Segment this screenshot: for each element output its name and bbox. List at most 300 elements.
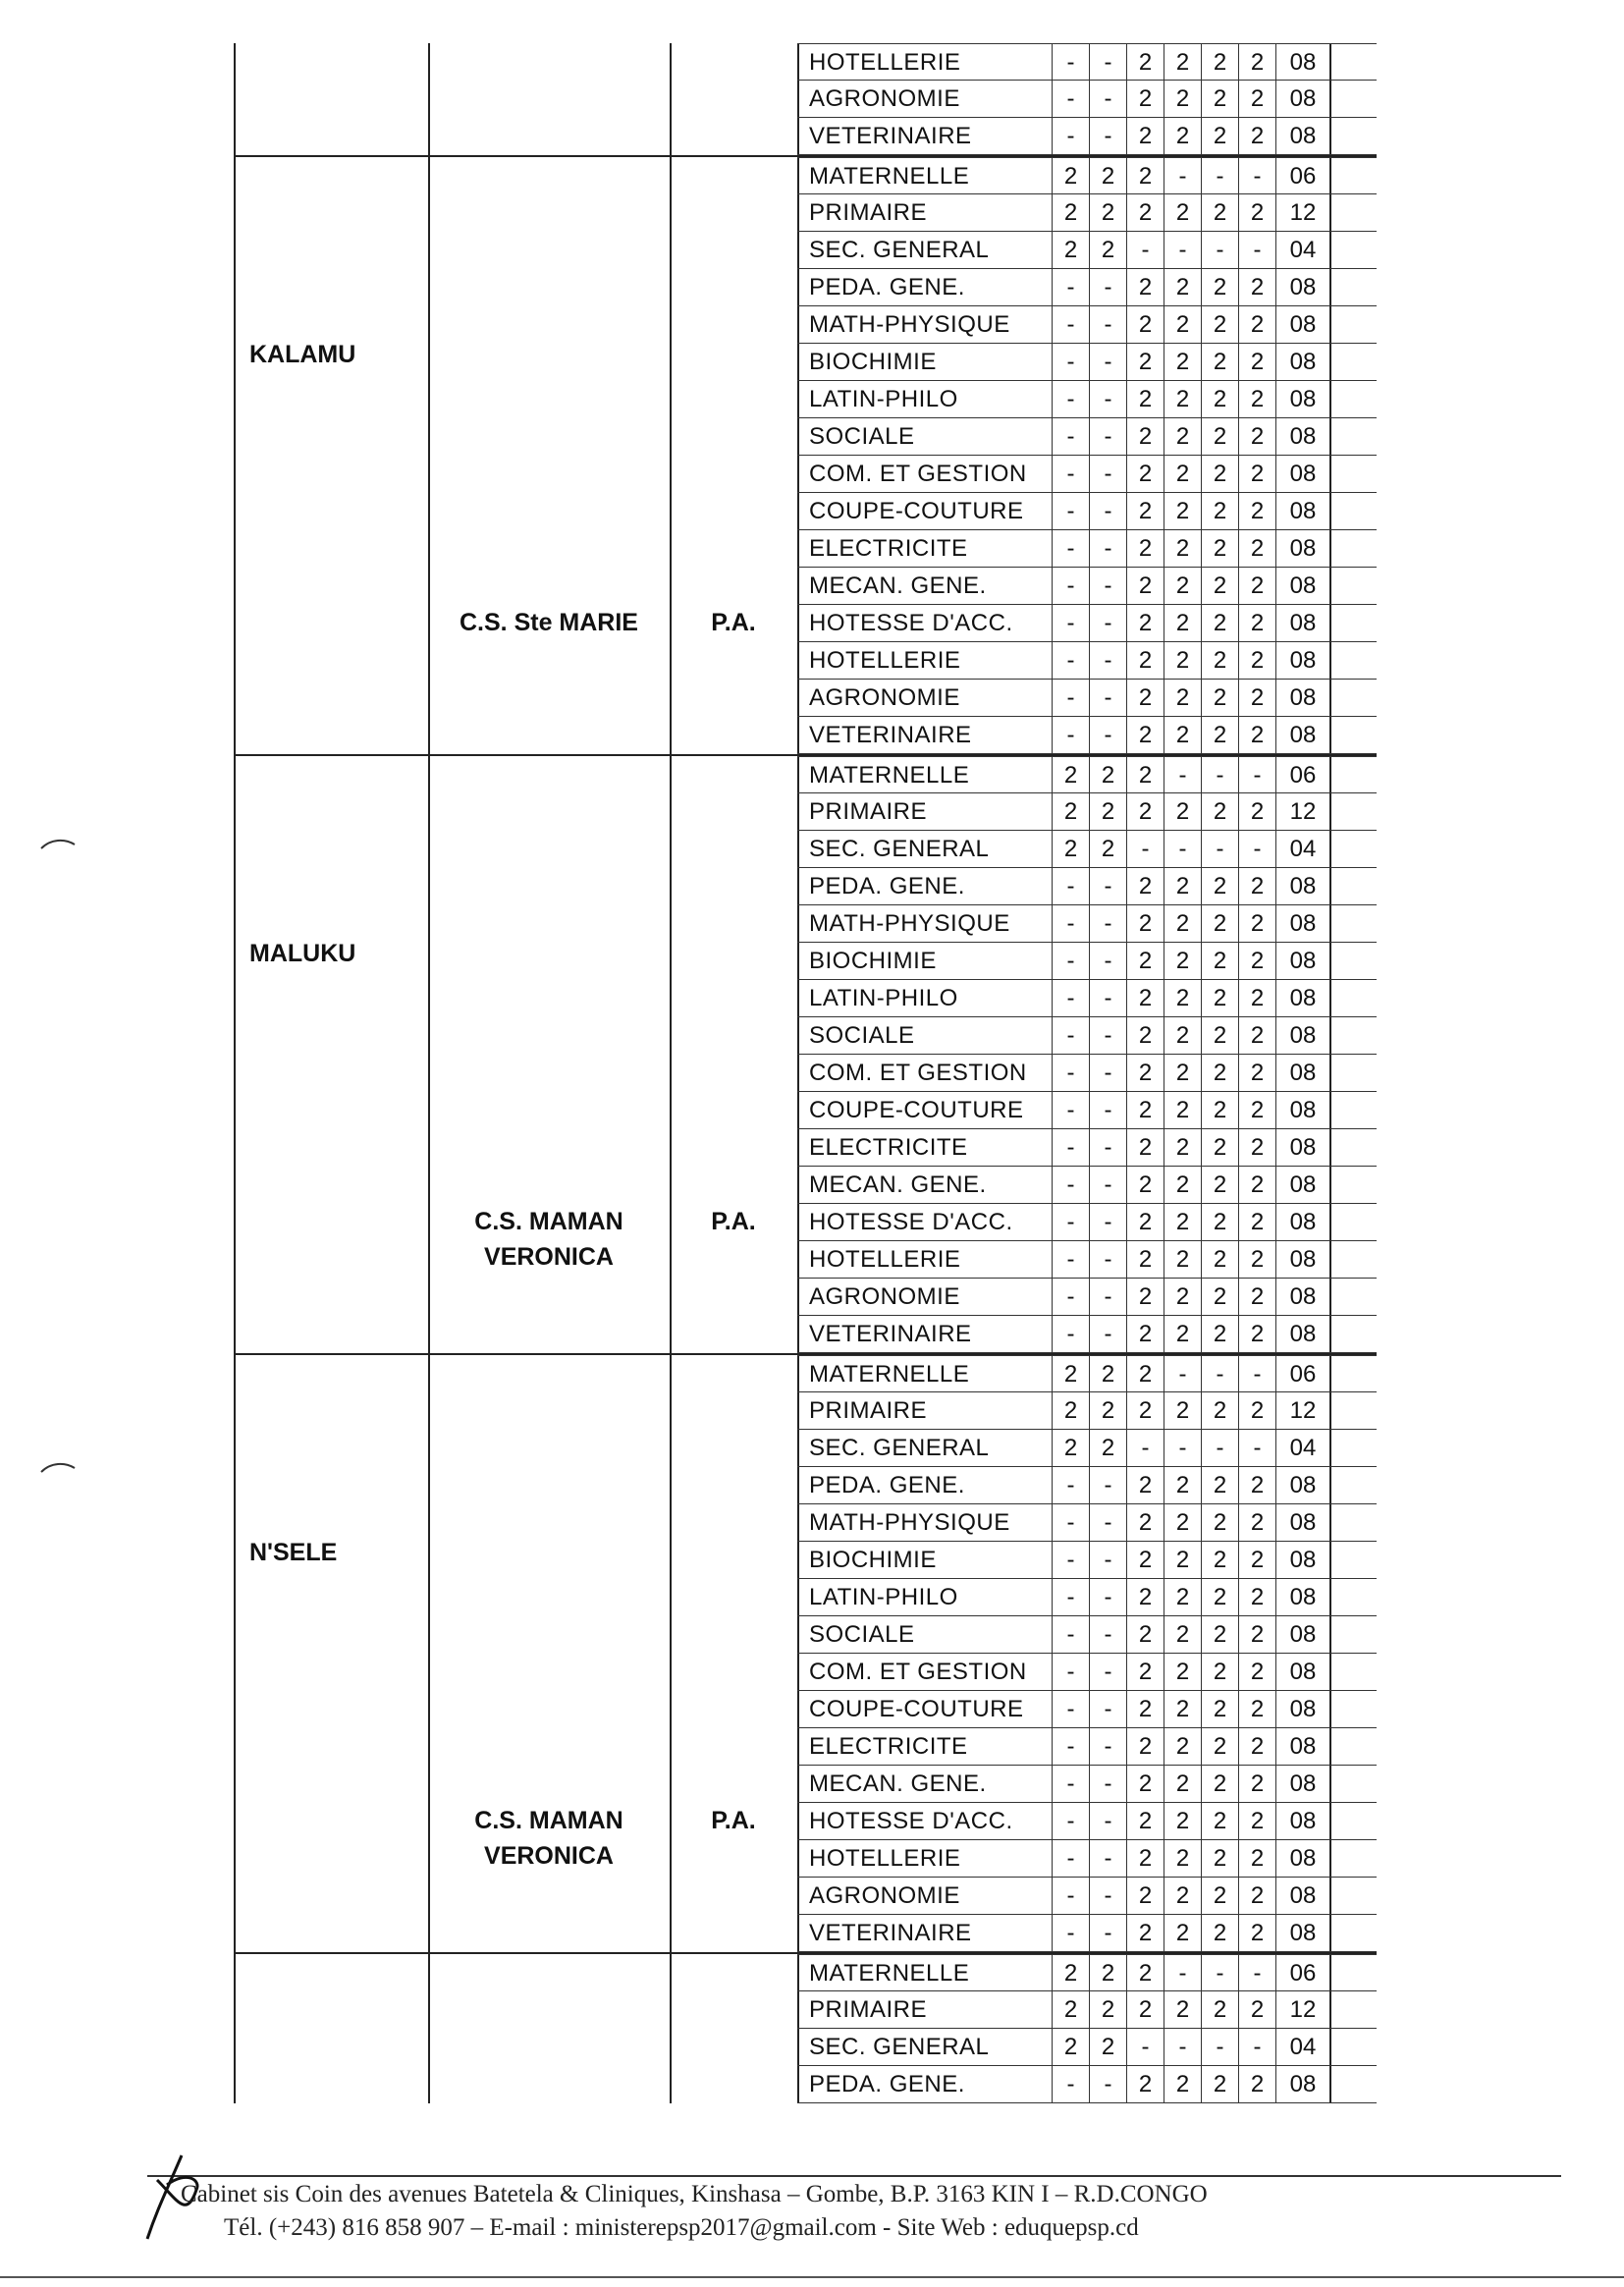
class-count: - xyxy=(1053,381,1090,417)
class-count: - xyxy=(1202,1430,1239,1466)
class-count: - xyxy=(1090,980,1127,1016)
section-name: SOCIALE xyxy=(797,418,1053,455)
class-count: 2 xyxy=(1202,605,1239,641)
class-count: 2 xyxy=(1202,1129,1239,1166)
class-count: 2 xyxy=(1202,381,1239,417)
row-total: 08 xyxy=(1276,1728,1331,1765)
class-count: - xyxy=(1053,1204,1090,1240)
class-count: 2 xyxy=(1127,269,1164,305)
class-count: - xyxy=(1090,943,1127,979)
class-count: 2 xyxy=(1202,1878,1239,1914)
section-name: MATERNELLE xyxy=(797,158,1053,193)
class-count: 2 xyxy=(1239,980,1276,1016)
section-name: AGRONOMIE xyxy=(797,1279,1053,1315)
row-total: 08 xyxy=(1276,605,1331,641)
table-row xyxy=(797,194,1377,232)
row-total: 06 xyxy=(1276,1356,1331,1391)
class-count: 2 xyxy=(1202,1204,1239,1240)
row-total: 08 xyxy=(1276,493,1331,529)
class-count: - xyxy=(1164,232,1202,268)
class-count: - xyxy=(1090,493,1127,529)
section-rows xyxy=(797,756,1377,1353)
class-count: - xyxy=(1202,831,1239,867)
row-total: 08 xyxy=(1276,868,1331,904)
school-cell xyxy=(428,1355,672,1952)
class-count: 2 xyxy=(1202,1840,1239,1877)
class-count: 2 xyxy=(1239,1392,1276,1429)
class-count: 2 xyxy=(1164,568,1202,604)
class-count: - xyxy=(1090,1204,1127,1240)
class-count: - xyxy=(1090,1654,1127,1690)
class-count: 2 xyxy=(1164,1092,1202,1128)
class-count: 2 xyxy=(1127,568,1164,604)
class-count: - xyxy=(1053,1915,1090,1951)
class-count: 2 xyxy=(1202,1392,1239,1429)
class-count: 2 xyxy=(1164,44,1202,80)
class-count: 2 xyxy=(1090,757,1127,792)
class-count: - xyxy=(1053,717,1090,753)
class-count: - xyxy=(1090,81,1127,117)
class-count: - xyxy=(1053,1840,1090,1877)
table-row xyxy=(797,232,1377,269)
row-total: 06 xyxy=(1276,1955,1331,1990)
school-type: P.A. xyxy=(711,1208,756,1235)
class-count: 2 xyxy=(1239,1654,1276,1690)
section-name: LATIN-PHILO xyxy=(797,980,1053,1016)
row-total: 04 xyxy=(1276,232,1331,268)
class-count: 2 xyxy=(1202,717,1239,753)
class-count: 2 xyxy=(1090,1955,1127,1990)
row-total: 08 xyxy=(1276,1878,1331,1914)
section-name: MATERNELLE xyxy=(797,1955,1053,1990)
class-count: 2 xyxy=(1127,1728,1164,1765)
class-count: - xyxy=(1164,1430,1202,1466)
class-count: 2 xyxy=(1239,605,1276,641)
class-count: 2 xyxy=(1164,680,1202,716)
class-count: - xyxy=(1090,905,1127,942)
class-count: - xyxy=(1090,1055,1127,1091)
class-count: 2 xyxy=(1164,1129,1202,1166)
class-count: 2 xyxy=(1127,605,1164,641)
section-name: ELECTRICITE xyxy=(797,530,1053,567)
row-total: 08 xyxy=(1276,1017,1331,1054)
class-count: 2 xyxy=(1239,1092,1276,1128)
class-count: - xyxy=(1053,1579,1090,1615)
footer xyxy=(167,2178,1443,2245)
row-total: 08 xyxy=(1276,456,1331,492)
class-count: - xyxy=(1053,868,1090,904)
class-count: 2 xyxy=(1127,1467,1164,1503)
class-count: 2 xyxy=(1053,757,1090,792)
class-count: 2 xyxy=(1090,2029,1127,2065)
class-count: - xyxy=(1090,1915,1127,1951)
class-count: - xyxy=(1053,605,1090,641)
table-row xyxy=(797,1430,1377,1467)
commune-cell xyxy=(236,43,430,155)
table-row xyxy=(797,680,1377,717)
class-count: - xyxy=(1053,680,1090,716)
class-count: 2 xyxy=(1127,1204,1164,1240)
class-count: - xyxy=(1127,2029,1164,2065)
class-count: 2 xyxy=(1127,868,1164,904)
class-count: 2 xyxy=(1127,757,1164,792)
class-count: - xyxy=(1090,1878,1127,1914)
class-count: - xyxy=(1202,757,1239,792)
class-count: 2 xyxy=(1164,1542,1202,1578)
class-count: 2 xyxy=(1127,1279,1164,1315)
class-count: - xyxy=(1239,232,1276,268)
section-name: LATIN-PHILO xyxy=(797,381,1053,417)
section-rows xyxy=(797,1355,1377,1952)
commune-cell xyxy=(236,1954,430,2103)
class-count: 2 xyxy=(1053,1430,1090,1466)
class-count: - xyxy=(1090,1167,1127,1203)
commune-cell xyxy=(236,756,430,1353)
table-row xyxy=(797,1766,1377,1803)
class-count: 2 xyxy=(1202,1092,1239,1128)
class-count: 2 xyxy=(1164,1803,1202,1839)
class-count: - xyxy=(1053,980,1090,1016)
class-count: 2 xyxy=(1164,81,1202,117)
table-row xyxy=(797,793,1377,831)
table-row xyxy=(797,1504,1377,1542)
class-count: 2 xyxy=(1202,1728,1239,1765)
table-row xyxy=(797,1840,1377,1878)
class-count: 2 xyxy=(1127,1915,1164,1951)
class-count: 2 xyxy=(1127,381,1164,417)
table-row xyxy=(797,1467,1377,1504)
class-count: 2 xyxy=(1239,1840,1276,1877)
class-count: - xyxy=(1053,44,1090,80)
section-name: PRIMAIRE xyxy=(797,793,1053,830)
class-count: 2 xyxy=(1127,905,1164,942)
table-row xyxy=(797,1954,1377,1991)
row-total: 06 xyxy=(1276,158,1331,193)
class-count: 2 xyxy=(1053,1356,1090,1391)
class-count: 2 xyxy=(1202,418,1239,455)
row-total: 08 xyxy=(1276,1691,1331,1727)
row-total: 08 xyxy=(1276,980,1331,1016)
table-row xyxy=(797,1055,1377,1092)
class-count: 2 xyxy=(1053,2029,1090,2065)
section-name: BIOCHIMIE xyxy=(797,943,1053,979)
class-count: 2 xyxy=(1239,1616,1276,1653)
row-total: 08 xyxy=(1276,717,1331,753)
class-count: 2 xyxy=(1164,1279,1202,1315)
section-name: HOTESSE D'ACC. xyxy=(797,605,1053,641)
class-count: 2 xyxy=(1164,418,1202,455)
class-count: 2 xyxy=(1239,456,1276,492)
class-count: - xyxy=(1090,1803,1127,1839)
school-name: VERONICA xyxy=(484,1842,614,1870)
class-count: 2 xyxy=(1127,344,1164,380)
class-count: 2 xyxy=(1202,1279,1239,1315)
class-count: 2 xyxy=(1202,980,1239,1016)
class-count: - xyxy=(1090,456,1127,492)
class-count: - xyxy=(1090,381,1127,417)
section-name: PEDA. GENE. xyxy=(797,1467,1053,1503)
class-count: - xyxy=(1090,1542,1127,1578)
class-count: 2 xyxy=(1202,1803,1239,1839)
class-count: 2 xyxy=(1127,1878,1164,1914)
class-count: - xyxy=(1090,1691,1127,1727)
class-count: 2 xyxy=(1202,194,1239,231)
section-name: PRIMAIRE xyxy=(797,194,1053,231)
table-row xyxy=(797,1616,1377,1654)
section-name: COUPE-COUTURE xyxy=(797,1092,1053,1128)
class-count: 2 xyxy=(1202,44,1239,80)
class-count: 2 xyxy=(1239,1055,1276,1091)
row-total: 08 xyxy=(1276,44,1331,80)
class-count: - xyxy=(1202,1356,1239,1391)
class-count: 2 xyxy=(1127,158,1164,193)
table-row xyxy=(797,905,1377,943)
table-row xyxy=(797,43,1377,81)
class-count: - xyxy=(1239,757,1276,792)
school-name: C.S. Ste MARIE xyxy=(460,609,638,636)
class-count: - xyxy=(1239,2029,1276,2065)
class-count: 2 xyxy=(1202,1504,1239,1541)
class-count: 2 xyxy=(1164,306,1202,343)
class-count: 2 xyxy=(1127,418,1164,455)
class-count: 2 xyxy=(1164,1991,1202,2028)
row-total: 12 xyxy=(1276,1392,1331,1429)
table-row xyxy=(797,717,1377,754)
school-name: C.S. MAMAN xyxy=(474,1208,623,1235)
class-count: 2 xyxy=(1127,1392,1164,1429)
row-total: 08 xyxy=(1276,1092,1331,1128)
class-count: 2 xyxy=(1127,194,1164,231)
class-count: - xyxy=(1053,1241,1090,1278)
class-count: 2 xyxy=(1239,1691,1276,1727)
row-total: 08 xyxy=(1276,642,1331,679)
row-total: 08 xyxy=(1276,344,1331,380)
class-count: 2 xyxy=(1053,158,1090,193)
class-count: 2 xyxy=(1239,905,1276,942)
class-count: 2 xyxy=(1239,1728,1276,1765)
section-name: PRIMAIRE xyxy=(797,1392,1053,1429)
school-type: P.A. xyxy=(711,1807,756,1834)
row-total: 08 xyxy=(1276,306,1331,343)
table-row xyxy=(797,1204,1377,1241)
class-count: 2 xyxy=(1164,2066,1202,2102)
class-count: 2 xyxy=(1202,1579,1239,1615)
class-count: 2 xyxy=(1164,1017,1202,1054)
class-count: 2 xyxy=(1202,456,1239,492)
class-count: - xyxy=(1090,868,1127,904)
class-count: 2 xyxy=(1164,1055,1202,1091)
row-total: 08 xyxy=(1276,1204,1331,1240)
class-count: - xyxy=(1127,232,1164,268)
class-count: - xyxy=(1164,757,1202,792)
class-count: 2 xyxy=(1090,158,1127,193)
section-name: MECAN. GENE. xyxy=(797,568,1053,604)
class-count: - xyxy=(1053,81,1090,117)
class-count: 2 xyxy=(1202,344,1239,380)
section-name: AGRONOMIE xyxy=(797,81,1053,117)
class-count: 2 xyxy=(1202,2066,1239,2102)
class-count: 2 xyxy=(1164,1915,1202,1951)
class-count: 2 xyxy=(1127,456,1164,492)
school-cell xyxy=(428,1954,672,2103)
class-count: - xyxy=(1053,493,1090,529)
class-count: 2 xyxy=(1127,1504,1164,1541)
table-row xyxy=(797,2066,1377,2103)
table-row xyxy=(797,831,1377,868)
class-count: 2 xyxy=(1127,306,1164,343)
class-count: 2 xyxy=(1239,1803,1276,1839)
class-count: 2 xyxy=(1164,493,1202,529)
class-count: - xyxy=(1053,530,1090,567)
table-row xyxy=(797,1092,1377,1129)
class-count: - xyxy=(1053,418,1090,455)
class-count: 2 xyxy=(1164,1766,1202,1802)
class-count: 2 xyxy=(1127,1654,1164,1690)
section-name: COUPE-COUTURE xyxy=(797,493,1053,529)
class-count: 2 xyxy=(1127,493,1164,529)
row-total: 08 xyxy=(1276,568,1331,604)
class-count: 2 xyxy=(1164,456,1202,492)
type-cell xyxy=(670,756,799,1353)
class-count: - xyxy=(1053,1316,1090,1352)
table-row xyxy=(797,530,1377,568)
class-count: 2 xyxy=(1127,1241,1164,1278)
hole-punch-mark-bottom xyxy=(39,1458,79,1478)
class-count: 2 xyxy=(1239,1915,1276,1951)
section-name: COUPE-COUTURE xyxy=(797,1691,1053,1727)
table-row xyxy=(797,1803,1377,1840)
table-row xyxy=(797,1279,1377,1316)
row-total: 08 xyxy=(1276,680,1331,716)
section-name: MECAN. GENE. xyxy=(797,1167,1053,1203)
class-count: 2 xyxy=(1127,980,1164,1016)
class-count: - xyxy=(1202,158,1239,193)
class-count: 2 xyxy=(1127,1803,1164,1839)
class-count: 2 xyxy=(1239,1204,1276,1240)
class-count: - xyxy=(1053,1878,1090,1914)
class-count: 2 xyxy=(1127,118,1164,154)
type-cell xyxy=(670,157,799,754)
class-count: - xyxy=(1202,2029,1239,2065)
footer-contact: Tél. (+243) 816 858 907 – E-mail : ministerepsp2017@gmail.com - Site Web : eduquepsp.cd xyxy=(224,2214,1139,2241)
class-count: 2 xyxy=(1164,1504,1202,1541)
class-count: 2 xyxy=(1239,269,1276,305)
table-row xyxy=(797,1392,1377,1430)
table-row xyxy=(797,157,1377,194)
commune-cell xyxy=(236,1355,430,1952)
table-row xyxy=(797,1654,1377,1691)
class-count: 2 xyxy=(1164,642,1202,679)
class-count: - xyxy=(1053,1167,1090,1203)
class-count: 2 xyxy=(1239,493,1276,529)
class-count: 2 xyxy=(1239,118,1276,154)
education-table xyxy=(234,43,1377,2103)
class-count: 2 xyxy=(1127,530,1164,567)
class-count: 2 xyxy=(1164,1241,1202,1278)
class-count: 2 xyxy=(1053,232,1090,268)
class-count: 2 xyxy=(1239,344,1276,380)
class-count: 2 xyxy=(1127,1017,1164,1054)
table-row xyxy=(797,868,1377,905)
class-count: 2 xyxy=(1053,793,1090,830)
class-count: 2 xyxy=(1239,306,1276,343)
row-total: 04 xyxy=(1276,2029,1331,2065)
table-row xyxy=(797,1579,1377,1616)
section-name: SEC. GENERAL xyxy=(797,1430,1053,1466)
class-count: 2 xyxy=(1090,793,1127,830)
class-count: 2 xyxy=(1127,1542,1164,1578)
row-total: 08 xyxy=(1276,1542,1331,1578)
class-count: - xyxy=(1090,1579,1127,1615)
class-count: 2 xyxy=(1127,44,1164,80)
school-name: VERONICA xyxy=(484,1243,614,1271)
section-name: AGRONOMIE xyxy=(797,1878,1053,1914)
class-count: - xyxy=(1090,269,1127,305)
class-count: - xyxy=(1053,1616,1090,1653)
class-count: - xyxy=(1127,1430,1164,1466)
class-count: 2 xyxy=(1202,1542,1239,1578)
row-total: 08 xyxy=(1276,1915,1331,1951)
class-count: - xyxy=(1090,44,1127,80)
class-count: 2 xyxy=(1239,1542,1276,1578)
row-total: 12 xyxy=(1276,793,1331,830)
class-count: - xyxy=(1090,306,1127,343)
section-name: MATH-PHYSIQUE xyxy=(797,905,1053,942)
row-total: 08 xyxy=(1276,1316,1331,1352)
section-rows xyxy=(797,43,1377,155)
class-count: 2 xyxy=(1127,1766,1164,1802)
type-cell xyxy=(670,1954,799,2103)
row-total: 08 xyxy=(1276,2066,1331,2102)
section-name: SOCIALE xyxy=(797,1017,1053,1054)
section-name: VETERINAIRE xyxy=(797,118,1053,154)
class-count: - xyxy=(1090,118,1127,154)
class-count: 2 xyxy=(1202,530,1239,567)
class-count: 2 xyxy=(1127,1840,1164,1877)
table-row xyxy=(797,1991,1377,2029)
row-total: 12 xyxy=(1276,1991,1331,2028)
class-count: 2 xyxy=(1164,980,1202,1016)
class-count: - xyxy=(1053,456,1090,492)
section-name: ELECTRICITE xyxy=(797,1129,1053,1166)
table-row xyxy=(797,980,1377,1017)
class-count: 2 xyxy=(1127,1167,1164,1203)
class-count: 2 xyxy=(1164,1878,1202,1914)
class-count: 2 xyxy=(1239,1279,1276,1315)
class-count: 2 xyxy=(1239,1766,1276,1802)
commune-name: KALAMU xyxy=(249,341,356,368)
class-count: 2 xyxy=(1202,493,1239,529)
section-name: VETERINAIRE xyxy=(797,1316,1053,1352)
footer-divider xyxy=(147,2175,1561,2177)
class-count: 2 xyxy=(1239,1878,1276,1914)
class-count: 2 xyxy=(1127,1129,1164,1166)
row-total: 08 xyxy=(1276,1129,1331,1166)
class-count: 2 xyxy=(1090,194,1127,231)
row-total: 08 xyxy=(1276,381,1331,417)
class-count: - xyxy=(1053,568,1090,604)
class-count: 2 xyxy=(1127,1991,1164,2028)
table-row xyxy=(797,605,1377,642)
class-count: 2 xyxy=(1164,1579,1202,1615)
row-total: 08 xyxy=(1276,530,1331,567)
row-total: 08 xyxy=(1276,1055,1331,1091)
class-count: - xyxy=(1053,642,1090,679)
row-total: 08 xyxy=(1276,1616,1331,1653)
class-count: 2 xyxy=(1239,1991,1276,2028)
section-name: VETERINAIRE xyxy=(797,717,1053,753)
table-row xyxy=(797,1878,1377,1915)
